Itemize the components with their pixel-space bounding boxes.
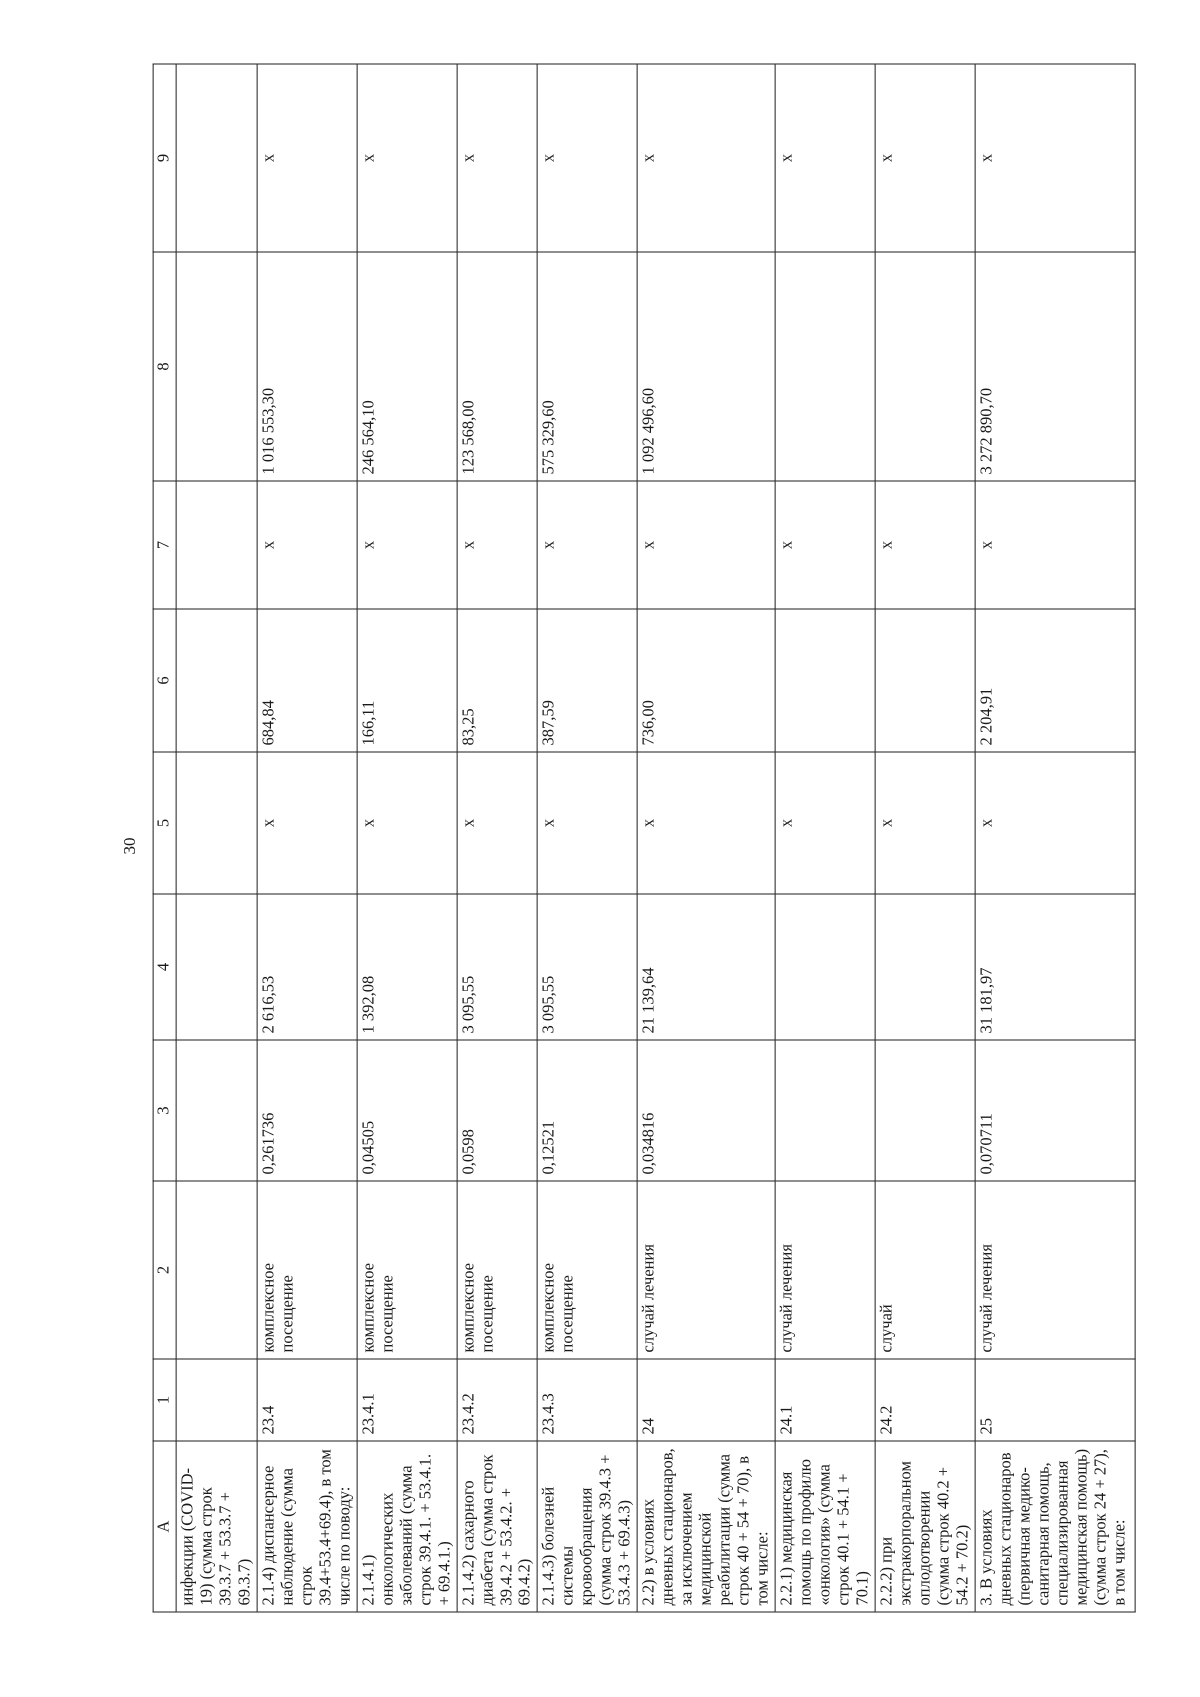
cell-col-7: x [775, 481, 875, 609]
header-col-8: 8 [153, 252, 176, 481]
row-label: 2.1.4.1) онкологических заболеваний (сумма строк 39.4.1. + 53.4.1. + 69.4.1.) [357, 1441, 457, 1612]
cell-col-5: x [457, 752, 538, 894]
table-row [357, 64, 457, 1612]
row-code: 23.4.3 [538, 1359, 638, 1441]
page-number: 30 [120, 837, 139, 855]
row-code: 23.4 [257, 1359, 357, 1441]
cell-col-5: x [257, 752, 357, 894]
cell-col-4: 21 139,64 [637, 894, 775, 1040]
header-col-4: 4 [153, 894, 176, 1040]
cell-col-6 [176, 609, 257, 752]
cell-col-3 [775, 1040, 875, 1181]
cell-col-9: x [257, 64, 357, 252]
cell-col-6 [775, 609, 875, 752]
cell-col-7 [176, 481, 257, 609]
cell-col-7: x [257, 481, 357, 609]
cell-col-5: x [975, 752, 1135, 894]
header-col-7: 7 [153, 481, 176, 609]
header-col-a: А [153, 1441, 176, 1612]
cell-col-8 [176, 252, 257, 481]
cell-unit: комплексное посещение [357, 1181, 457, 1359]
header-col-1: 1 [153, 1359, 176, 1441]
rotated-sheet [153, 64, 1129, 1612]
table-row [538, 64, 638, 1612]
table-row [457, 64, 538, 1612]
cell-col-9: x [457, 64, 538, 252]
row-label: 2.2.2) при экстракорпоральном оплодотворении (сумма строк 40.2 + 54.2 + 70.2) [875, 1441, 975, 1612]
cell-col-5: x [357, 752, 457, 894]
cell-col-4: 31 181,97 [975, 894, 1135, 1040]
cell-col-8 [875, 252, 975, 481]
cell-unit: комплексное посещение [457, 1181, 538, 1359]
row-code: 24.2 [875, 1359, 975, 1441]
header-col-9: 9 [153, 64, 176, 252]
table-row [775, 64, 875, 1612]
cell-col-3 [176, 1040, 257, 1181]
cell-col-4 [875, 894, 975, 1040]
table-row [975, 64, 1135, 1612]
cell-unit: случай [875, 1181, 975, 1359]
row-label: 2.2.1) медицинская помощь по профилю «онкология» (сумма строк 40.1 + 54.1 + 70.1) [775, 1441, 875, 1612]
cell-col-6 [875, 609, 975, 752]
cell-col-9: x [775, 64, 875, 252]
cell-col-7: x [875, 481, 975, 609]
cell-col-4: 1 392,08 [357, 894, 457, 1040]
cell-col-4 [176, 894, 257, 1040]
cell-col-8: 1 016 553,30 [257, 252, 357, 481]
cell-col-3: 0,0598 [457, 1040, 538, 1181]
cell-col-3: 0,04505 [357, 1040, 457, 1181]
cell-col-6: 387,59 [538, 609, 638, 752]
cell-col-5 [176, 752, 257, 894]
cell-col-8: 3 272 890,70 [975, 252, 1135, 481]
cell-col-4: 3 095,55 [538, 894, 638, 1040]
cell-unit: комплексное посещение [538, 1181, 638, 1359]
cell-col-9 [176, 64, 257, 252]
cell-col-9: x [357, 64, 457, 252]
cell-col-6: 2 204,91 [975, 609, 1135, 752]
cell-col-5: x [538, 752, 638, 894]
table-row [875, 64, 975, 1612]
cell-unit: случай лечения [775, 1181, 875, 1359]
cell-col-3 [875, 1040, 975, 1181]
table-row [257, 64, 357, 1612]
cell-unit: комплексное посещение [257, 1181, 357, 1359]
cell-col-6: 83,25 [457, 609, 538, 752]
cell-col-3: 0,261736 [257, 1040, 357, 1181]
cell-col-6: 684,84 [257, 609, 357, 752]
cell-col-5: x [875, 752, 975, 894]
header-col-3: 3 [153, 1040, 176, 1181]
cell-col-5: x [775, 752, 875, 894]
cell-col-5: x [637, 752, 775, 894]
header-col-2: 2 [153, 1181, 176, 1359]
cell-col-7: x [357, 481, 457, 609]
cell-col-7: x [457, 481, 538, 609]
cell-unit: случай лечения [637, 1181, 775, 1359]
row-code [176, 1359, 257, 1441]
row-code: 25 [975, 1359, 1135, 1441]
cell-col-8: 575 329,60 [538, 252, 638, 481]
row-label: 2.1.4) диспансерное наблюдение (сумма строк 39.4+53.4+69.4), в том числе по поводу: [257, 1441, 357, 1612]
cell-col-3: 0,12521 [538, 1040, 638, 1181]
table-row [637, 64, 775, 1612]
cell-col-9: x [975, 64, 1135, 252]
cell-col-8: 123 568,00 [457, 252, 538, 481]
cell-col-8: 246 564,10 [357, 252, 457, 481]
cell-col-7: x [975, 481, 1135, 609]
header-row [153, 64, 176, 1612]
row-code: 23.4.1 [357, 1359, 457, 1441]
row-label: 2.2) в условиях дневных стационаров, за исключением медицинской реабилитации (сумма строк 40 + 54 + 70), в том числе: [637, 1441, 775, 1612]
header-col-5: 5 [153, 752, 176, 894]
row-label: инфекции (COVID-19) (сумма строк 39.3.7 + 53.3.7 + 69.3.7) [176, 1441, 257, 1612]
row-code: 24.1 [775, 1359, 875, 1441]
cell-col-6: 736,00 [637, 609, 775, 752]
cell-col-8 [775, 252, 875, 481]
cell-col-3: 0,070711 [975, 1040, 1135, 1181]
table-row [176, 64, 257, 1612]
cell-col-8: 1 092 496,60 [637, 252, 775, 481]
cell-col-4: 2 616,53 [257, 894, 357, 1040]
row-label: 3. В условиях дневных стационаров (первичная медико-санитарная помощь, специализированная медицинская помощь) (сумма строк 24 + 27), в том числе: [975, 1441, 1135, 1612]
cell-col-6: 166,11 [357, 609, 457, 752]
cell-col-9: x [538, 64, 638, 252]
row-label: 2.1.4.3) болезней системы кровообращения (сумма строк 39.4.3 + 53.4.3 + 69.4.3) [538, 1441, 638, 1612]
tariff-table [153, 64, 1136, 1613]
row-code: 23.4.2 [457, 1359, 538, 1441]
cell-col-7: x [637, 481, 775, 609]
cell-col-4: 3 095,55 [457, 894, 538, 1040]
cell-col-9: x [637, 64, 775, 252]
cell-col-9: x [875, 64, 975, 252]
row-code: 24 [637, 1359, 775, 1441]
cell-unit: случай лечения [975, 1181, 1135, 1359]
cell-unit [176, 1181, 257, 1359]
cell-col-4 [775, 894, 875, 1040]
cell-col-7: x [538, 481, 638, 609]
header-col-6: 6 [153, 609, 176, 752]
row-label: 2.1.4.2) сахарного диабета (сумма строк 39.4.2 + 53.4.2. + 69.4.2) [457, 1441, 538, 1612]
cell-col-3: 0,034816 [637, 1040, 775, 1181]
